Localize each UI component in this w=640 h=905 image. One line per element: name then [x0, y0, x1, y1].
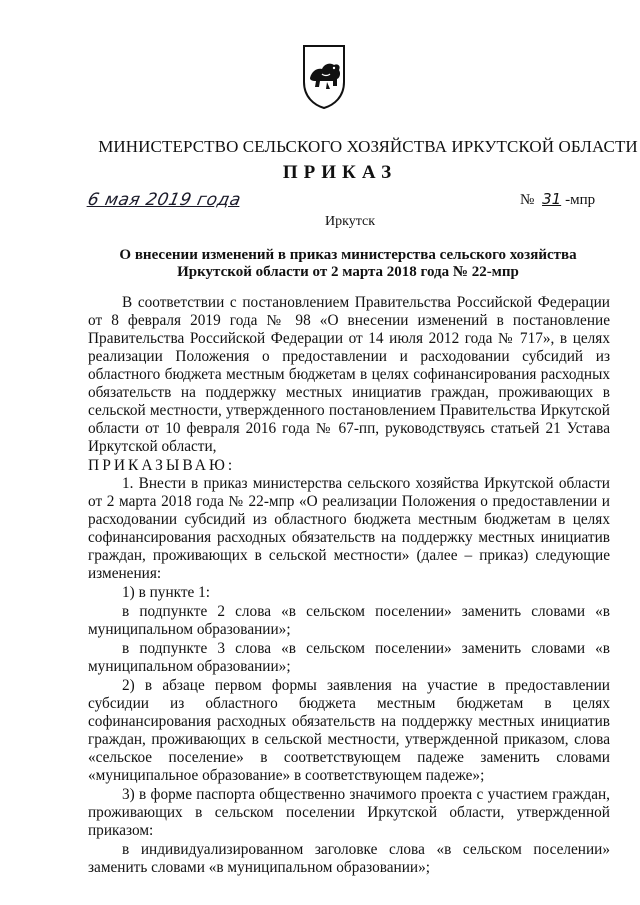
- paragraph-item-1: 1. Внести в приказ министерства сельского хозяйства Иркутской области от 2 марта 2018 года № 22-мпр «О реализации Положения о предоставлении и расходовании субсидий из областного бюджета местным бюджетам в целях софинансирования расходных обязательств на поддержку местных инициатив граждан, проживающих в сельской местности» (далее – приказ) следующие изменения:: [88, 475, 610, 582]
- paragraph-subitem-3: 3) в форме паспорта общественно значимого проекта с участием граждан, проживающих в сельском поселении Иркутской области, утвержденной приказом:: [88, 786, 610, 839]
- ministry-name: МИНИСТЕРСТВО СЕЛЬСКОГО ХОЗЯЙСТВА ИРКУТСКОЙ ОБЛАСТИ: [98, 137, 638, 156]
- number-value: 31: [542, 190, 562, 208]
- preamble-paragraph: В соответствии с постановлением Правительства Российской Федерации от 8 февраля 2019 года № 98 «О внесении изменений в постановление Правительства Российской Федерации от 14 июля 2012 года № 717», в целях реализации Положения о предоставлении и расходовании субсидий из областного бюджета местным бюджетам в целях софинансирования расходных обязательств на поддержку местных инициатив граждан, проживающих в сельской местности, утвержденного постановлением Правительства Иркутской области от 10 февраля 2016 года № 67-пп, руководствуясь статьей 21 Устава Иркутской области,: [88, 294, 610, 455]
- irkutsk-coat-of-arms-icon: [300, 42, 348, 110]
- document-title: О внесении изменений в приказ министерства сельского хозяйства Иркутской области от 2 марта 2018 года № 22-мпр: [119, 247, 577, 280]
- paragraph-subitem-1: 1) в пункте 1:: [122, 584, 211, 601]
- order-word: ПРИКАЗЫВАЮ:: [88, 457, 236, 474]
- paragraph-subitem-1-2: в подпункте 2 слова «в сельском поселении» заменить словами «в муниципальном образовании»;: [88, 603, 610, 638]
- paragraph-subitem-2: 2) в абзаце первом формы заявления на участие в предоставлении субсидии из областного бюджета местным бюджетам в целях софинансирования расходных обязательств на поддержку местных инициатив граждан, проживающих в сельской местности, утвержденной приказом, слова «сельское поселение» в соответствующем падеже заменить словами «муниципальное образование» в соответствующем падеже»;: [88, 677, 610, 784]
- number-suffix: -мпр: [565, 192, 596, 208]
- document-body: [88, 294, 610, 877]
- document-type: ПРИКАЗ: [282, 162, 398, 183]
- paragraph-subitem-3-1: в индивидуализированном заголовке слова «в сельском поселении» заменить словами «в муниципальном образовании»;: [88, 841, 610, 876]
- handwritten-date: 6 мая 2019 года: [85, 190, 243, 210]
- paragraph-subitem-1-3: в подпункте 3 слова «в сельском поселении» заменить словами «в муниципальном образовании»;: [88, 640, 610, 675]
- number-prefix: №: [520, 192, 535, 208]
- city: Иркутск: [324, 214, 376, 229]
- document-number: [520, 190, 595, 209]
